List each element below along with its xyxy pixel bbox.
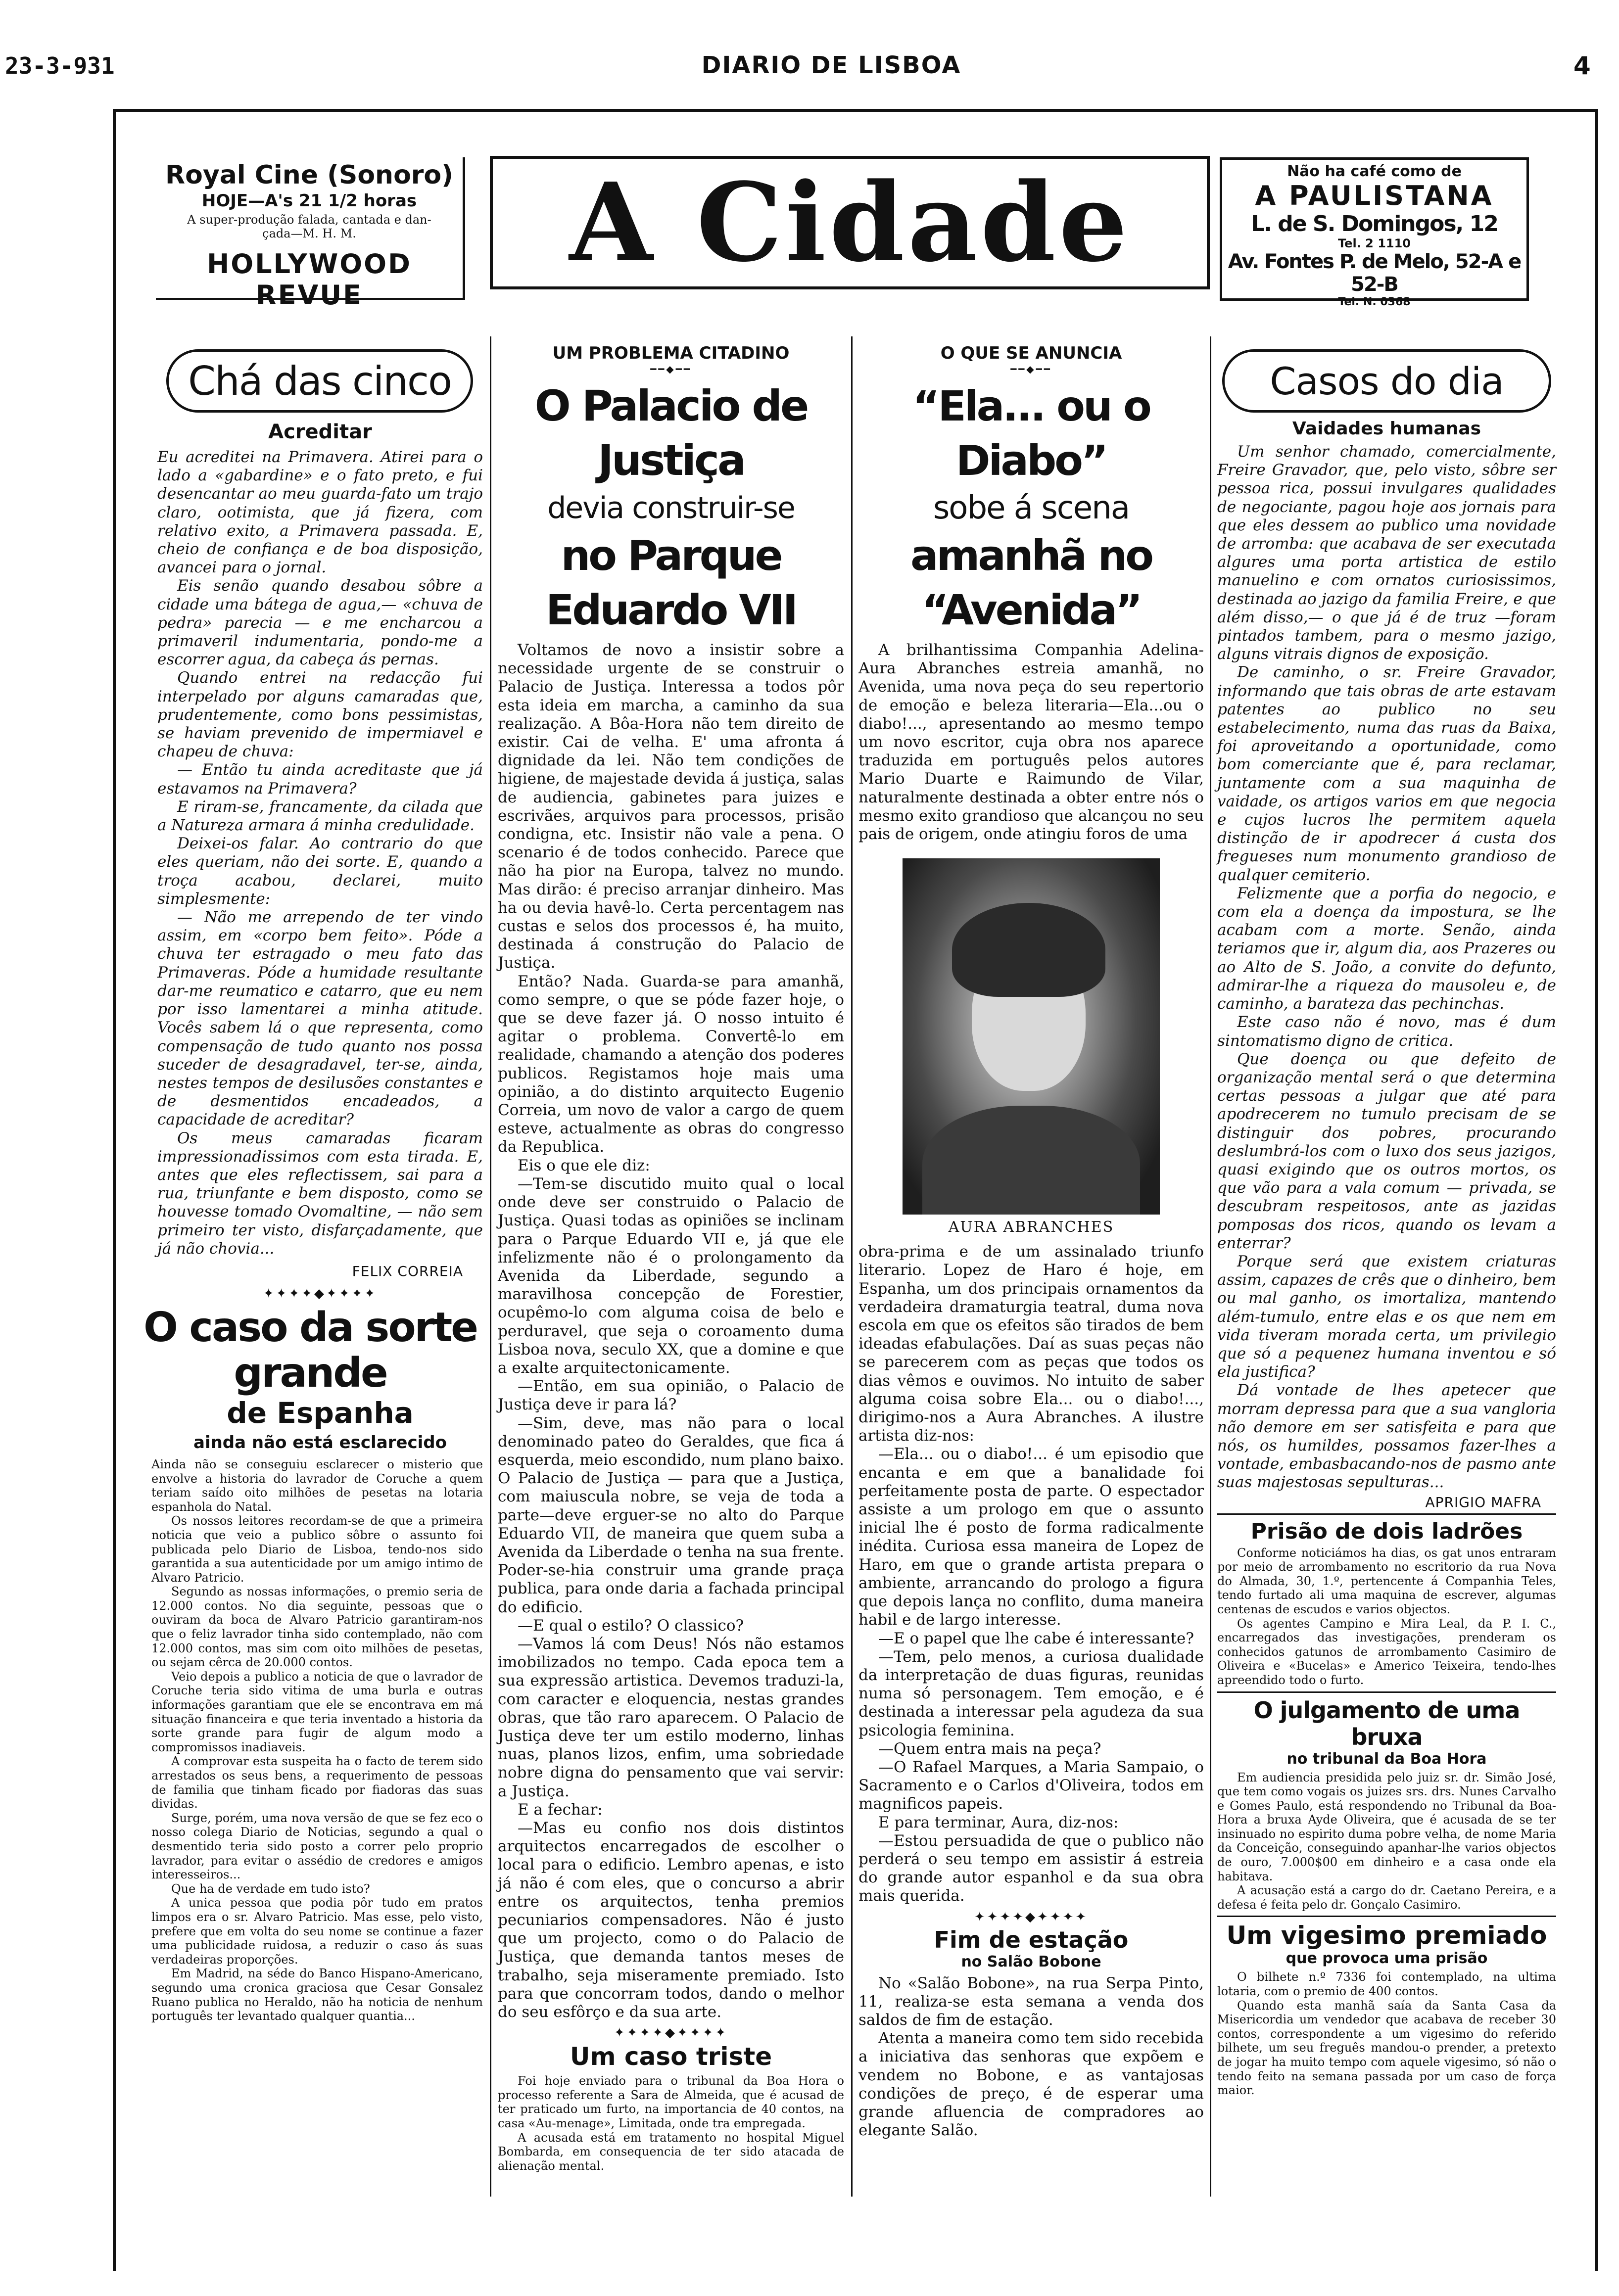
- paragraph: —Tem, pelo menos, a curiosa dualidade da interpretação de duas figuras, reunidas numa só personagem. Tem emoção, e é destinada a interessar pela agudeza da sua psicologia feminina.: [858, 1647, 1204, 1739]
- paragraph: —Quem entra mais na peça?: [878, 1739, 1101, 1758]
- ornament-divider: ━━◆━━: [650, 363, 692, 375]
- ad-cinema-film: HOLLYWOOD REVUE: [207, 248, 412, 311]
- paragraph: Eis senão quando desabou sôbre a cidade uma bátega de agua,— «chuva de pedra» parecia — e me encharcou a primaveril indumentaria, pondo-me a escorrer agua, da cabeça ás pernas.: [157, 577, 483, 669]
- column-rule-1: [490, 336, 491, 2197]
- ornament-divider: ━━◆━━: [1010, 363, 1052, 375]
- column-1: [128, 336, 483, 2023]
- section-divider: [1217, 1691, 1556, 1693]
- article-subheadline: sobe á scena: [933, 490, 1130, 526]
- paragraph: —Então, em sua opinião, o Palacio de Justiça deve ir para lá?: [498, 1377, 844, 1414]
- paragraph: E para terminar, Aura, diz-nos:: [878, 1813, 1119, 1831]
- paragraph: Em Madrid, na séde do Banco Hispano-Americano, segundo uma cronica graciosa que Cesar Gonsalez Ruano publica no Heraldo, não ha noticia de nenhum português ter levantado qualquer quantia...: [151, 1967, 483, 2023]
- section-title: Casos do dia: [1270, 359, 1504, 403]
- article-headline: Fim de estação: [934, 1926, 1129, 1953]
- paragraph: Eis o que ele diz:: [518, 1156, 650, 1174]
- paragraph: Então? Nada. Guarda-se para amanhã, como sempre, o que se póde fazer hoje, o que se deve fazer já. O nosso intuito é agitar o problema. Convertê-lo em realidade, chamando a atenção dos poderes publicos. Registamos hoje mais uma opinião, a do distinto arquitecto Eugenio Correia, um novo de valor a cargo de quem esteve, actualmente as obras do congresso da Republica.: [498, 972, 844, 1156]
- paragraph: Que ha de verdade em tudo isto?: [171, 1881, 370, 1896]
- paragraph: E riram-se, francamente, da cilada que a Natureza armara á minha credulidade.: [157, 797, 483, 835]
- article-body: [498, 641, 844, 2021]
- article-headline: Um caso triste: [570, 2042, 772, 2071]
- newspaper-name: DIARIO DE LISBOA: [701, 51, 961, 79]
- paragraph: Os agentes Campino e Mira Leal, da P. I. C., encarregados das investigações, prenderam os conhecidos gatunos de arrombamento Casimiro de Oliveira e «Bucelas» e Americo Teixeira, tendo-lhes apreendido todo o furto.: [1217, 1616, 1556, 1687]
- paragraph: Foi hoje enviado para o tribunal da Boa Hora o processo referente a Sara de Almeida, que é acusad de ter praticado um furto, na importancia de 40 contos, na casa «Au-menage», Limitada, onde tra empregada.: [498, 2074, 844, 2131]
- section-cha-das-cinco: [166, 349, 473, 413]
- paragraph: Um senhor chamado, comercialmente, Freire Gravador, que, pelo visto, sôbre ser pessoa rica, possui invulgares qualidades de negociante, pagou hoje aos jornais para que eles dessem ao publico uma novidade de arromba: que acabava de ser executada algures uma porta artistica de estilo manuelino e com ornatos curiosissimos, destinada ao jazigo da familia Freire, e que além disso,— o que já é de truz —foram pintados tambem, para o mesmo jazigo, alguns vitrais dignos de exposição.: [1217, 443, 1556, 663]
- paragraph: —Sim, deve, mas não para o local denominado pateo do Geraldes, que fica á esquerda, meio escondido, num plano baixo. O Palacio de Justiça — para que a Justiça, com maiuscula nobre, se veja de toda a parte—deve erguer-se no alto do Parque Eduardo VII, de maneira que quem suba a Avenida da Liberdade o tenha na sua frente. Poder-se-hia construir uma grande praça publica, para onde daria a fachada principal do edificio.: [498, 1414, 844, 1616]
- paragraph: Quando entrei na redacção fui interpelado por alguns camaradas que, prudentemente, como bons pessimistas, se haviam prevenido de impermiavel e chapeu de chuva:: [157, 669, 483, 761]
- paragraph: De caminho, o sr. Freire Gravador, informando que tais obras de arte estavam patentes ao publico no seu estabelecimento, numa das ruas da Baixa, foi aproveitando a oportunidade, como bom comerciante que é, para reclamar, juntamente com a sua maquinha de vaidade, os artigos varios em que negocia e cujos lucros lhe permitem aquela distinção de ir apodrecer á custa dos fregueses num monumento grandioso de qualquer cemiterio.: [1217, 663, 1556, 884]
- paragraph: — Não me arrependo de ter vindo assim, em «corpo bem feito». Póde a chuva ter estragado o meu fato das Primaveras. Póde a humidade resultante dar-me reumatico e catarro, que eu nem por isso lamentarei a minha atitude. Vocês sabem lá o que representa, como compensação de tudo quanto nos possa suceder de desagradavel, ter-se, ainda, nestes tempos de desilusões constantes e de desmentidos encadeados, a capacidade de acreditar?: [157, 908, 483, 1129]
- article-subheadline: amanhã no “Avenida”: [910, 531, 1152, 634]
- column-2: [498, 336, 844, 2173]
- page-number: 4: [1573, 51, 1591, 80]
- paragraph: —Tem-se discutido muito qual o local onde deve ser construido o Palacio de Justiça. Quasi todas as opiniões se inclinam para o Parque Eduardo VII e, já que ele infelizmente não é o prolongamento da Avenida da Liberdade, segundo a maravilhosa concepção de Forestier, ocupêmo-lo com alguma coisa de belo e perduravel, que seja o coroamento duma Lisboa nova, seculo XX, que a domine e que a exalte arquitectonicamente.: [498, 1174, 844, 1377]
- ornament-divider: ✦✦✦✦◆✦✦✦✦: [263, 1286, 378, 1301]
- paragraph: —Vamos lá com Deus! Nós não estamos imobilizados no tempo. Cada epoca tem a sua expressão artistica. Devemos traduzi-la, com caracter e eloquencia, nestas grandes obras, que tão raro aparecem. O Palacio de Justiça deve ter um estilo moderno, linhas nuas, planos lizos, enfim, uma sobriedade nobre digna do pensamento que vai servir: a Justiça.: [498, 1635, 844, 1800]
- ad-paulistana-addr1: L. de S. Domingos, 12: [1251, 211, 1498, 236]
- photo-shoulders: [922, 1106, 1140, 1215]
- article-subheadline: que provoca uma prisão: [1286, 1950, 1488, 1968]
- article-body: [1217, 1771, 1556, 1912]
- article-body: [498, 2074, 844, 2173]
- article-headline: O julgamento de uma bruxa: [1253, 1696, 1520, 1750]
- article-kicker: UM PROBLEMA CITADINO: [552, 343, 790, 363]
- article-body: [858, 1974, 1204, 2140]
- ad-paulistana-line1: Não ha café como de: [1287, 163, 1462, 180]
- page-frame-left: [113, 109, 116, 2271]
- photo-hair: [952, 903, 1105, 997]
- paragraph: obra-prima e de um assinalado triunfo literario. Lopez de Haro é hoje, em Espanha, um dos principais ornamentos da verdadeira dramaturgia teatral, duma nova escola em que os efeitos são tirados de bem ideadas efabulações. Daí as suas peças não se parecerem com as peças que todos os dias vêmos e ouvimos. No intuito de saber alguma coisa sobre Ela... ou o diabo!..., dirigimo-nos a Aura Abranches. A ilustre artista diz-nos:: [858, 1243, 1204, 1445]
- paragraph: A brilhantissima Companhia Adelina-Aura Abranches estreia amanhã, no Avenida, uma nova peça do seu repertorio de emoção e beleza literaria—Ela...ou o diabo!..., apresentando ao mesmo tempo um novo escritor, cuja obra nos aparece traduzida em português pelos autores Mario Duarte e Raimundo de Vilar, naturalmente destinada a obter entre nós o mesmo exito grandioso que alcançou no seu pais de origem, onde atingiu foros de uma: [858, 641, 1204, 843]
- paragraph: —Ela... ou o diabo!... é um episodio que encanta e em que a banalidade foi perfeitamente posta de parte. O espectador assiste a um prologo em que o assunto inicial lhe é posto de forma radicalmente inédita. Curiosa essa maneira de Lopez de Haro, em que o grande artista prepara o ambiente, arrancando do prologo a figura que depois lança no conflito, duma maneira habil e de largo interesse.: [858, 1445, 1204, 1629]
- ad-cinema-name: Royal Cine (Sonoro): [165, 160, 453, 190]
- page-frame-right: [1595, 109, 1598, 2271]
- article-body: [1217, 1970, 1556, 2097]
- photo-caption: AURA ABRANCHES: [948, 1218, 1114, 1236]
- section-divider: [1217, 1513, 1556, 1515]
- article-subheadline: no Salão Bobone: [961, 1953, 1101, 1970]
- column-3: [858, 336, 1204, 2140]
- article-subheadline: no Parque Eduardo VII: [545, 531, 797, 634]
- paragraph: Dá vontade de lhes apetecer que morram depressa para que a sua vangloria não demore em ser satisfeita e para que nós, os humildes, possamos fazer-lhes a vontade, embasbacando-nos de pasmo ante suas majestosas sepulturas...: [1217, 1381, 1556, 1492]
- paragraph: Que doença ou que defeito de organização mental será o que determina certas pessoas a julgar que até para apodrecerem no tumulo precisam de se distinguir dos pobres, procurando deslumbrá-los com o luxo dos seus jazigos, quasi exigindo que os outros mortos, os que vão para a vala comum — privada, se descubram respeitosos, ante as jazidas pomposas dos ricos, quando os levam a enterrar?: [1217, 1050, 1556, 1252]
- paragraph: A unica pessoa que podia pôr tudo em pratos limpos era o sr. Alvaro Patricio. Mas esse, pelo visto, prefere que em volta do seu nome se continue a fazer uma publicidade ruidosa, a reduzir o caso ás suas verdadeiras proporções.: [151, 1896, 483, 1967]
- paragraph: Segundo as nossas informações, o premio seria de 12.000 contos. No dia seguinte, pessoas que o ouviram da boca de Alvaro Patricio garantiram-nos que o feliz lavrador tinha sido contemplado, não com 12.000 contos, mas sim com oito milhões de pesetas, ou sejam cêrca de 20.000 contos.: [151, 1585, 483, 1670]
- paragraph: Eu acreditei na Primavera. Atirei para o lado a «gabardine» e o fato preto, e fui desencantar ao meu guarda-fato um trajo claro, ootimista, que já fizera, com relativo exito, a Primavera passada. E, cheio de confiança e de boa disposição, avancei para o jornal.: [157, 448, 483, 577]
- ornament-divider: ✦✦✦✦◆✦✦✦✦: [974, 1909, 1089, 1924]
- article-headline: Acreditar: [268, 421, 372, 443]
- paragraph: — Então tu ainda acreditaste que já estavamos na Primavera?: [157, 761, 483, 797]
- article-headline: Vaidades humanas: [1292, 419, 1481, 439]
- paragraph: Surge, porém, uma nova versão de que se fez eco o nosso colega Diario de Noticias, segundo a qual o desmentido teria sido posto a correr pelo proprio lavrador, para evitar o assédio de credores e amigos interesseiros...: [151, 1811, 483, 1882]
- ad-paulistana-name: A PAULISTANA: [1255, 180, 1494, 211]
- article-kicker: O QUE SE ANUNCIA: [940, 343, 1122, 363]
- article-subheadline: no tribunal da Boa Hora: [1286, 1750, 1487, 1768]
- ad-royal-cine: [156, 157, 465, 311]
- paragraph: A acusada está em tratamento no hospital Miguel Bombarda, em consequencia de ter sido atacada de alienação mental.: [498, 2130, 844, 2173]
- column-4: [1217, 336, 1556, 2098]
- article-headline: “Ela... ou o Diabo”: [912, 382, 1150, 485]
- paragraph: Atenta a maneira como tem sido recebida a iniciativa das senhoras que expõem e vendem no Bobone, e as vantajosas condições de preço, é de esperar uma grande afluencia de compradores ao elegante Salão.: [858, 2029, 1204, 2140]
- article-body: [1217, 1546, 1556, 1687]
- ad-cinema-line2: çada—M. H. M.: [262, 227, 356, 240]
- ad-cinema-time: HOJE—A's 21 1/2 horas: [201, 191, 417, 211]
- paragraph: —E o papel que lhe cabe é interessante?: [878, 1629, 1194, 1647]
- article-body: [128, 448, 483, 1279]
- paragraph: O bilhete n.º 7336 foi contemplado, na ultima lotaria, com o premio de 400 contos.: [1217, 1970, 1556, 1999]
- article-body: [858, 1243, 1204, 1905]
- paragraph: —O Rafael Marques, a Maria Sampaio, o Sacramento e o Carlos d'Oliveira, todos em magnificos papeis.: [858, 1758, 1204, 1813]
- ad-paulistana: [1220, 157, 1529, 308]
- paragraph: Este caso não é novo, mas é dum sintomatismo digno de critica.: [1217, 1013, 1556, 1050]
- ad-paulistana-addr2: Av. Fontes P. de Melo, 52-A e 52-B: [1228, 250, 1521, 296]
- section-divider: [1217, 1916, 1556, 1917]
- paragraph: Veio depois a publico a noticia de que o lavrador de Coruche teria sido vitima de uma burla e outras informações garantiam que ele se encontrava em má situação financeira e que teria inventado a historia da sorte grande para fugir de algum modo a compromissos inadiaveis.: [151, 1669, 483, 1754]
- paragraph: Ainda não se conseguiu esclarecer o misterio que envolve a historia do lavrador de Coruche a quem teriam saído oito milhões de pesetas na lotaria espanhola do Natal.: [151, 1457, 483, 1514]
- section-title: Chá das cinco: [188, 358, 451, 404]
- paragraph: —Mas eu confio nos dois distintos arquitectos encarregados de escolher o local para o edificio. Lembro apenas, e isto já não é com eles, que o concurso a abrir entre os arquitectos, tenha premios pecuniarios compensadores. Não é justo que um projecto, como o do Palacio de Justiça, que demanda tantos meses de trabalho, seja miseramente premiado. Isto para que concorram todos, dando o melhor do seu esfôrço e da sua arte.: [498, 1819, 844, 2021]
- author-signature: FELIX CORREIA: [352, 1263, 463, 1279]
- paragraph: —Estou persuadida de que o publico não perderá o seu tempo em assistir á estreia do grande autor espanhol e da sua obra mais querida.: [858, 1831, 1204, 1905]
- page-frame-top: [113, 109, 1597, 112]
- photo-aura-abranches: [903, 858, 1160, 1215]
- paragraph: Deixei-os falar. Ao contrario do que eles queriam, não dei sorte. E, quando a troça acabou, declarei, muito simplesmente:: [157, 835, 483, 908]
- masthead-box: [490, 156, 1210, 289]
- paragraph: A acusação está a cargo do dr. Caetano Pereira, e a defesa é feita pelo dr. Gonçalo Casimiro.: [1217, 1883, 1556, 1912]
- paragraph: Os meus camaradas ficaram impressionadissimos com esta tirada. E, antes que eles reflectissem, sai para a rua, triunfante e bem disposto, como se houvesse tomado Ovomaltine, — não sem primeiro ter visto, disfarçadamente, que já não chovia...: [157, 1129, 483, 1258]
- paragraph: Quando esta manhã saía da Santa Casa da Misericordia um vendedor que acabava de receber 30 contos, correspondente a um vigesimo do referido bilhete, um seu freguês mandou-o prender, a pretexto de jogar ha muito tempo com aquele vigesimo, só não o tendo feito na semana passada por um caso de força maior.: [1217, 1998, 1556, 2098]
- article-deck: ainda não está esclarecido: [193, 1432, 447, 1453]
- article-headline: Um vigesimo premiado: [1226, 1921, 1547, 1950]
- article-body: [1217, 443, 1556, 1492]
- paragraph: —E qual o estilo? O classico?: [518, 1616, 744, 1635]
- paragraph: Felizmente que a porfia do negocio, e com ela a doença da impostura, se lhe acabam com a morte. Senão, ainda teriamos que ir, algum dia, aos Prazeres ou ao Alto de S. João, a convite do defunto, admirar-lhe a riqueza do mausoleu e, de caminho, a barateza das pechinchas.: [1217, 884, 1556, 1013]
- paragraph: Em audiencia presidida pelo juiz sr. dr. Simão José, que tem como vogais os juizes srs. drs. Nunes Carvalho e Gomes Paulo, está respondendo no Tribunal da Boa-Hora a bruxa Ayde Oliveira, que é acusada de se ter insinuado no espirito duma pobre velha, de nome Maria da Conceição, conseguindo apanhar-lhe varios objectos de ouro, 7.000$00 em dinheiro e a casa onde ela habitava.: [1217, 1770, 1556, 1883]
- paragraph: No «Salão Bobone», na rua Serpa Pinto, 11, realiza-se esta semana a venda dos saldos de fim de estação.: [858, 1974, 1204, 2029]
- paragraph: Porque será que existem criaturas assim, capazes de crês que o dinheiro, bem ou mal ganho, os imortaliza, mantendo além-tumulo, entre elas e os que nem em vida tiveram morada certa, um privilegio que só a pequenez humana inventou e só ela justifica?: [1217, 1252, 1556, 1381]
- article-headline: Prisão de dois ladrões: [1250, 1518, 1523, 1544]
- article-subheadline: de Espanha: [227, 1396, 414, 1430]
- paragraph: A comprovar esta suspeita ha o facto de terem sido arrestados os seus bens, a requerimento de pessoas de familia que tinham ficado por fiadoras das suas dividas.: [151, 1754, 483, 1811]
- article-headline: O caso da sorte grande: [143, 1304, 477, 1397]
- paragraph: Os nossos leitores recordam-se de que a primeira noticia que veio a publico sôbre o assunto foi publicada pelo Diario de Lisboa, tendo-nos sido garantida a sua autenticidade por um amigo intimo de Alvaro Patricio.: [151, 1514, 483, 1585]
- paragraph: Conforme noticiámos ha dias, os gat unos entraram por meio de arrombamento no escritorio da rua Nova do Almada, 30, 1.º, pertencente á Companhia Teles, tendo furtado ali uma maquina de escrever, algumas centenas de escudos e varios objectos.: [1217, 1546, 1556, 1616]
- article-body: [128, 1457, 483, 2023]
- article-body: [858, 641, 1204, 843]
- ornament-divider: ✦✦✦✦◆✦✦✦✦: [614, 2025, 728, 2041]
- ad-paulistana-tel1: Tel. 2 1110: [1337, 236, 1411, 250]
- article-subheadline: devia construir-se: [547, 491, 795, 525]
- page-date: 23-3-931: [5, 52, 115, 79]
- paragraph: E a fechar:: [518, 1800, 603, 1819]
- ad-paulistana-tel2: Tel. N. 0368: [1338, 296, 1411, 308]
- author-signature: APRIGIO MAFRA: [1425, 1494, 1541, 1510]
- masthead-title: A Cidade: [569, 159, 1131, 286]
- paragraph: Voltamos de novo a insistir sobre a necessidade urgente de se construir o Palacio de Justiça. Interessa a todos pôr esta ideia em marcha, a caminho da sua realização. A Bôa-Hora não tem direito de existir. Cai de velha. E' uma afronta á dignidade da lei. Não tem condições de higiene, de majestade devida á justiça, salas de audiencia, gabinetes para juizes e escrivães, arquivos para processos, prisão condigna, etc. Insistir não vale a pena. O scenario é de todos conhecido. Parece que não ha pior na Europa, talvez no mundo. Mas dirão: é preciso arranjar dinheiro. Mas ha ou devia havê-lo. Certa percentagem nas custas e selos dos processos é, ha muito, destinada á construção do Palacio de Justiça.: [498, 641, 844, 972]
- section-casos-do-dia: [1222, 349, 1551, 413]
- ad-cinema-line1: A super-produção falada, cantada e dan-: [187, 213, 431, 227]
- article-headline: O Palacio de Justiça: [534, 381, 808, 485]
- column-rule-3: [1210, 336, 1211, 2197]
- column-rule-2: [851, 336, 853, 2197]
